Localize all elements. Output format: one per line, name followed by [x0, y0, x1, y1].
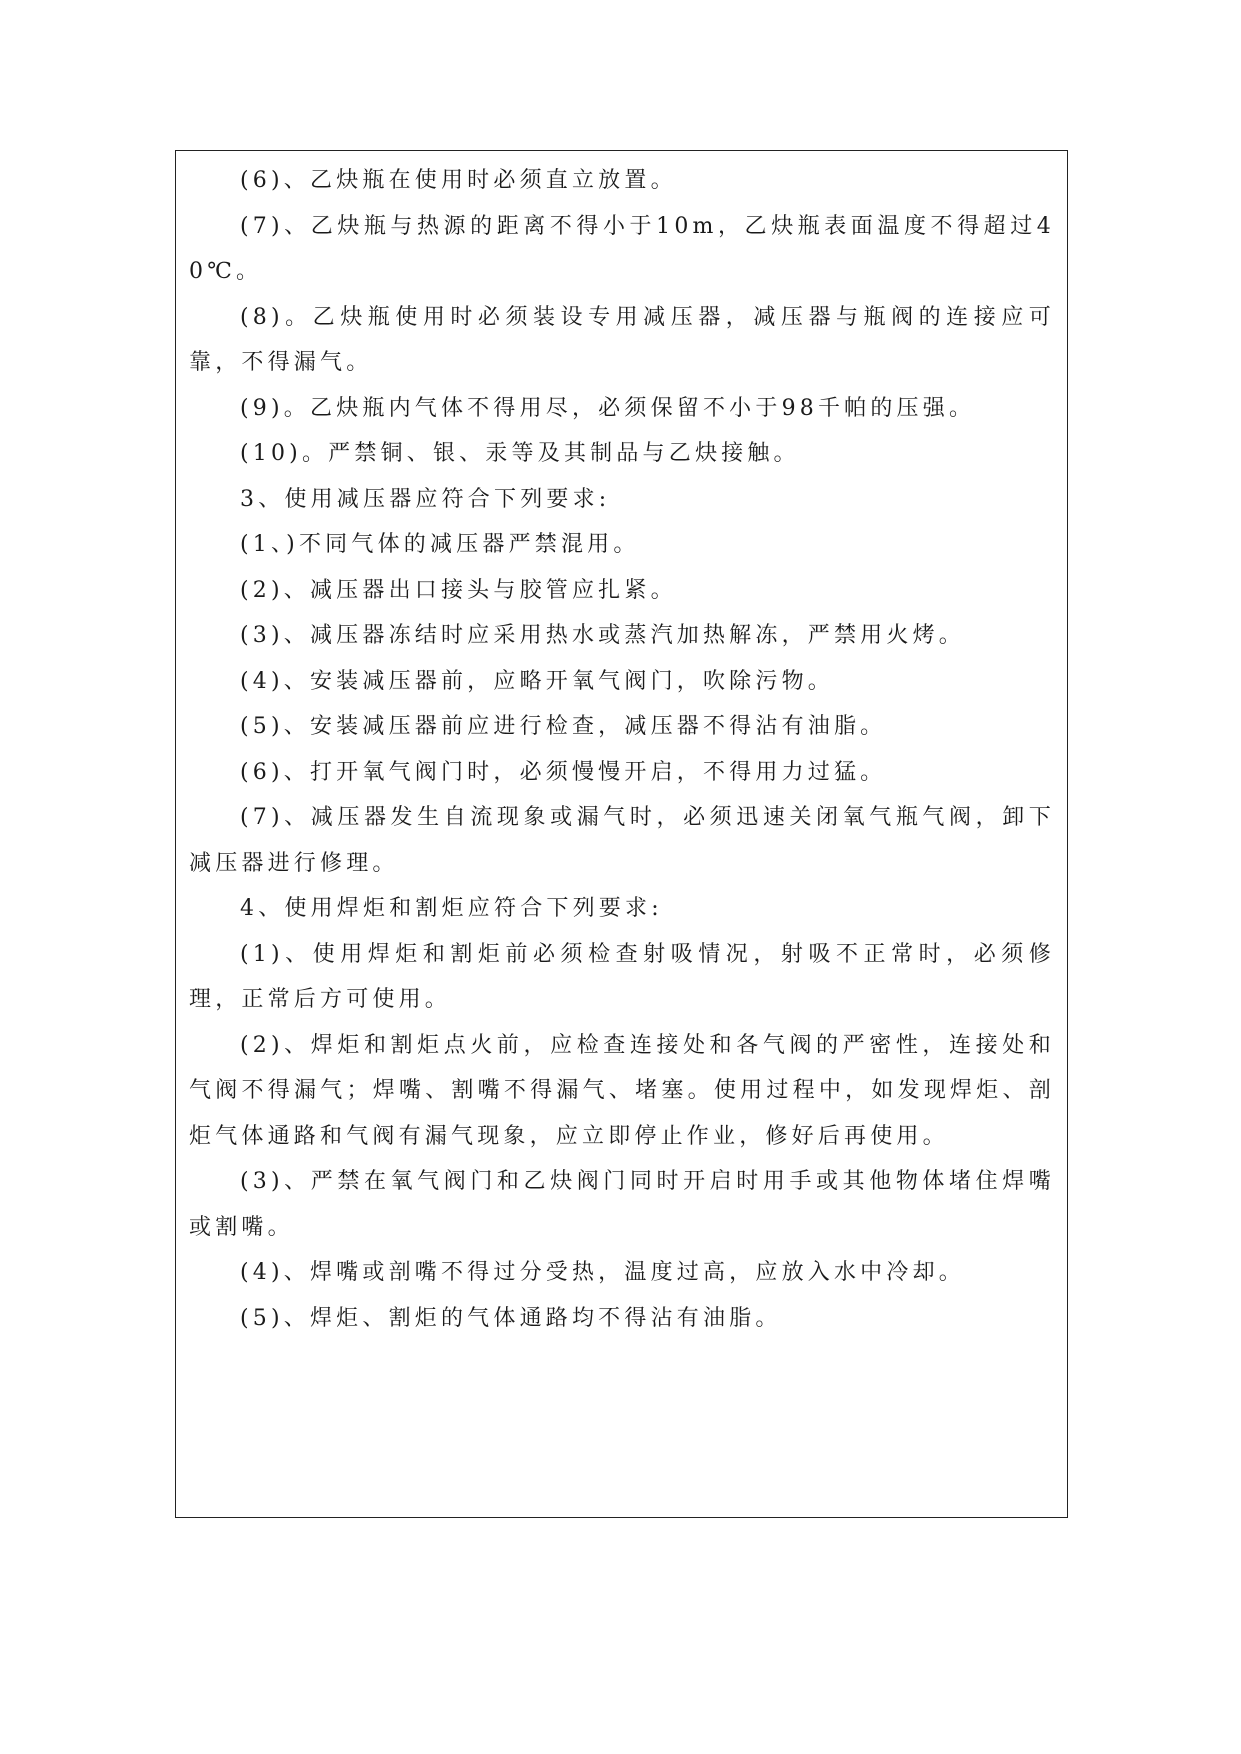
paragraph-acetylene-9: (9)。乙炔瓶内气体不得用尽，必须保留不小于98千帕的压强。 [240, 395, 976, 421]
document-body [189, 158, 1055, 1341]
paragraph-torch-5: (5)、焊炬、割炬的气体通路均不得沾有油脂。 [240, 1305, 782, 1331]
document-frame [175, 150, 1068, 1518]
paragraph-reducer-1: (1、)不同气体的减压器严禁混用。 [240, 532, 640, 557]
paragraph-acetylene-8: (8)。乙炔瓶使用时必须装设专用减压器，减压器与瓶阀的连接应可靠，不得漏气。 [189, 304, 1055, 375]
paragraph-torch-2: (2)、焊炬和割炬点火前，应检查连接处和各气阀的严密性，连接处和气阀不得漏气；焊嘴、割嘴不得漏气、堵塞。使用过程中，如发现焊炬、剖炬气体通路和气阀有漏气现象，应立即停止作业，修好后再使用。 [189, 1032, 1055, 1149]
paragraph-acetylene-7: (7)、乙炔瓶与热源的距离不得小于10m，乙炔瓶表面温度不得超过40℃。 [189, 213, 1055, 284]
paragraph-acetylene-6: (6)、乙炔瓶在使用时必须直立放置。 [240, 168, 677, 193]
paragraph-torch-1: (1)、使用焊炬和割炬前必须检查射吸情况，射吸不正常时，必须修理，正常后方可使用。 [189, 941, 1055, 1012]
paragraph-reducer-7: (7)、减压器发生自流现象或漏气时，必须迅速关闭氧气瓶气阀，卸下减压器进行修理。 [189, 805, 1055, 876]
paragraph-torch-4: (4)、焊嘴或剖嘴不得过分受热，温度过高，应放入水中冷却。 [240, 1260, 965, 1285]
paragraph-reducer-5: (5)、安装减压器前应进行检查，减压器不得沾有油脂。 [240, 714, 887, 739]
paragraph-torch-3: (3)、严禁在氧气阀门和乙炔阀门同时开启时用手或其他物体堵住焊嘴或割嘴。 [189, 1169, 1055, 1240]
section-heading-torch: 4、使用焊炬和割炬应符合下列要求: [240, 896, 663, 921]
section-heading-pressure-reducer: 3、使用减压器应符合下列要求: [240, 486, 611, 512]
paragraph-reducer-3: (3)、减压器冻结时应采用热水或蒸汽加热解冻，严禁用火烤。 [240, 623, 965, 648]
paragraph-reducer-6: (6)、打开氧气阀门时，必须慢慢开启，不得用力过猛。 [240, 759, 887, 785]
paragraph-reducer-4: (4)、安装减压器前，应略开氧气阀门，吹除污物。 [240, 668, 834, 694]
paragraph-acetylene-10: (10)。严禁铜、银、汞等及其制品与乙炔接触。 [240, 441, 800, 466]
paragraph-reducer-2: (2)、减压器出口接头与胶管应扎紧。 [240, 577, 677, 603]
